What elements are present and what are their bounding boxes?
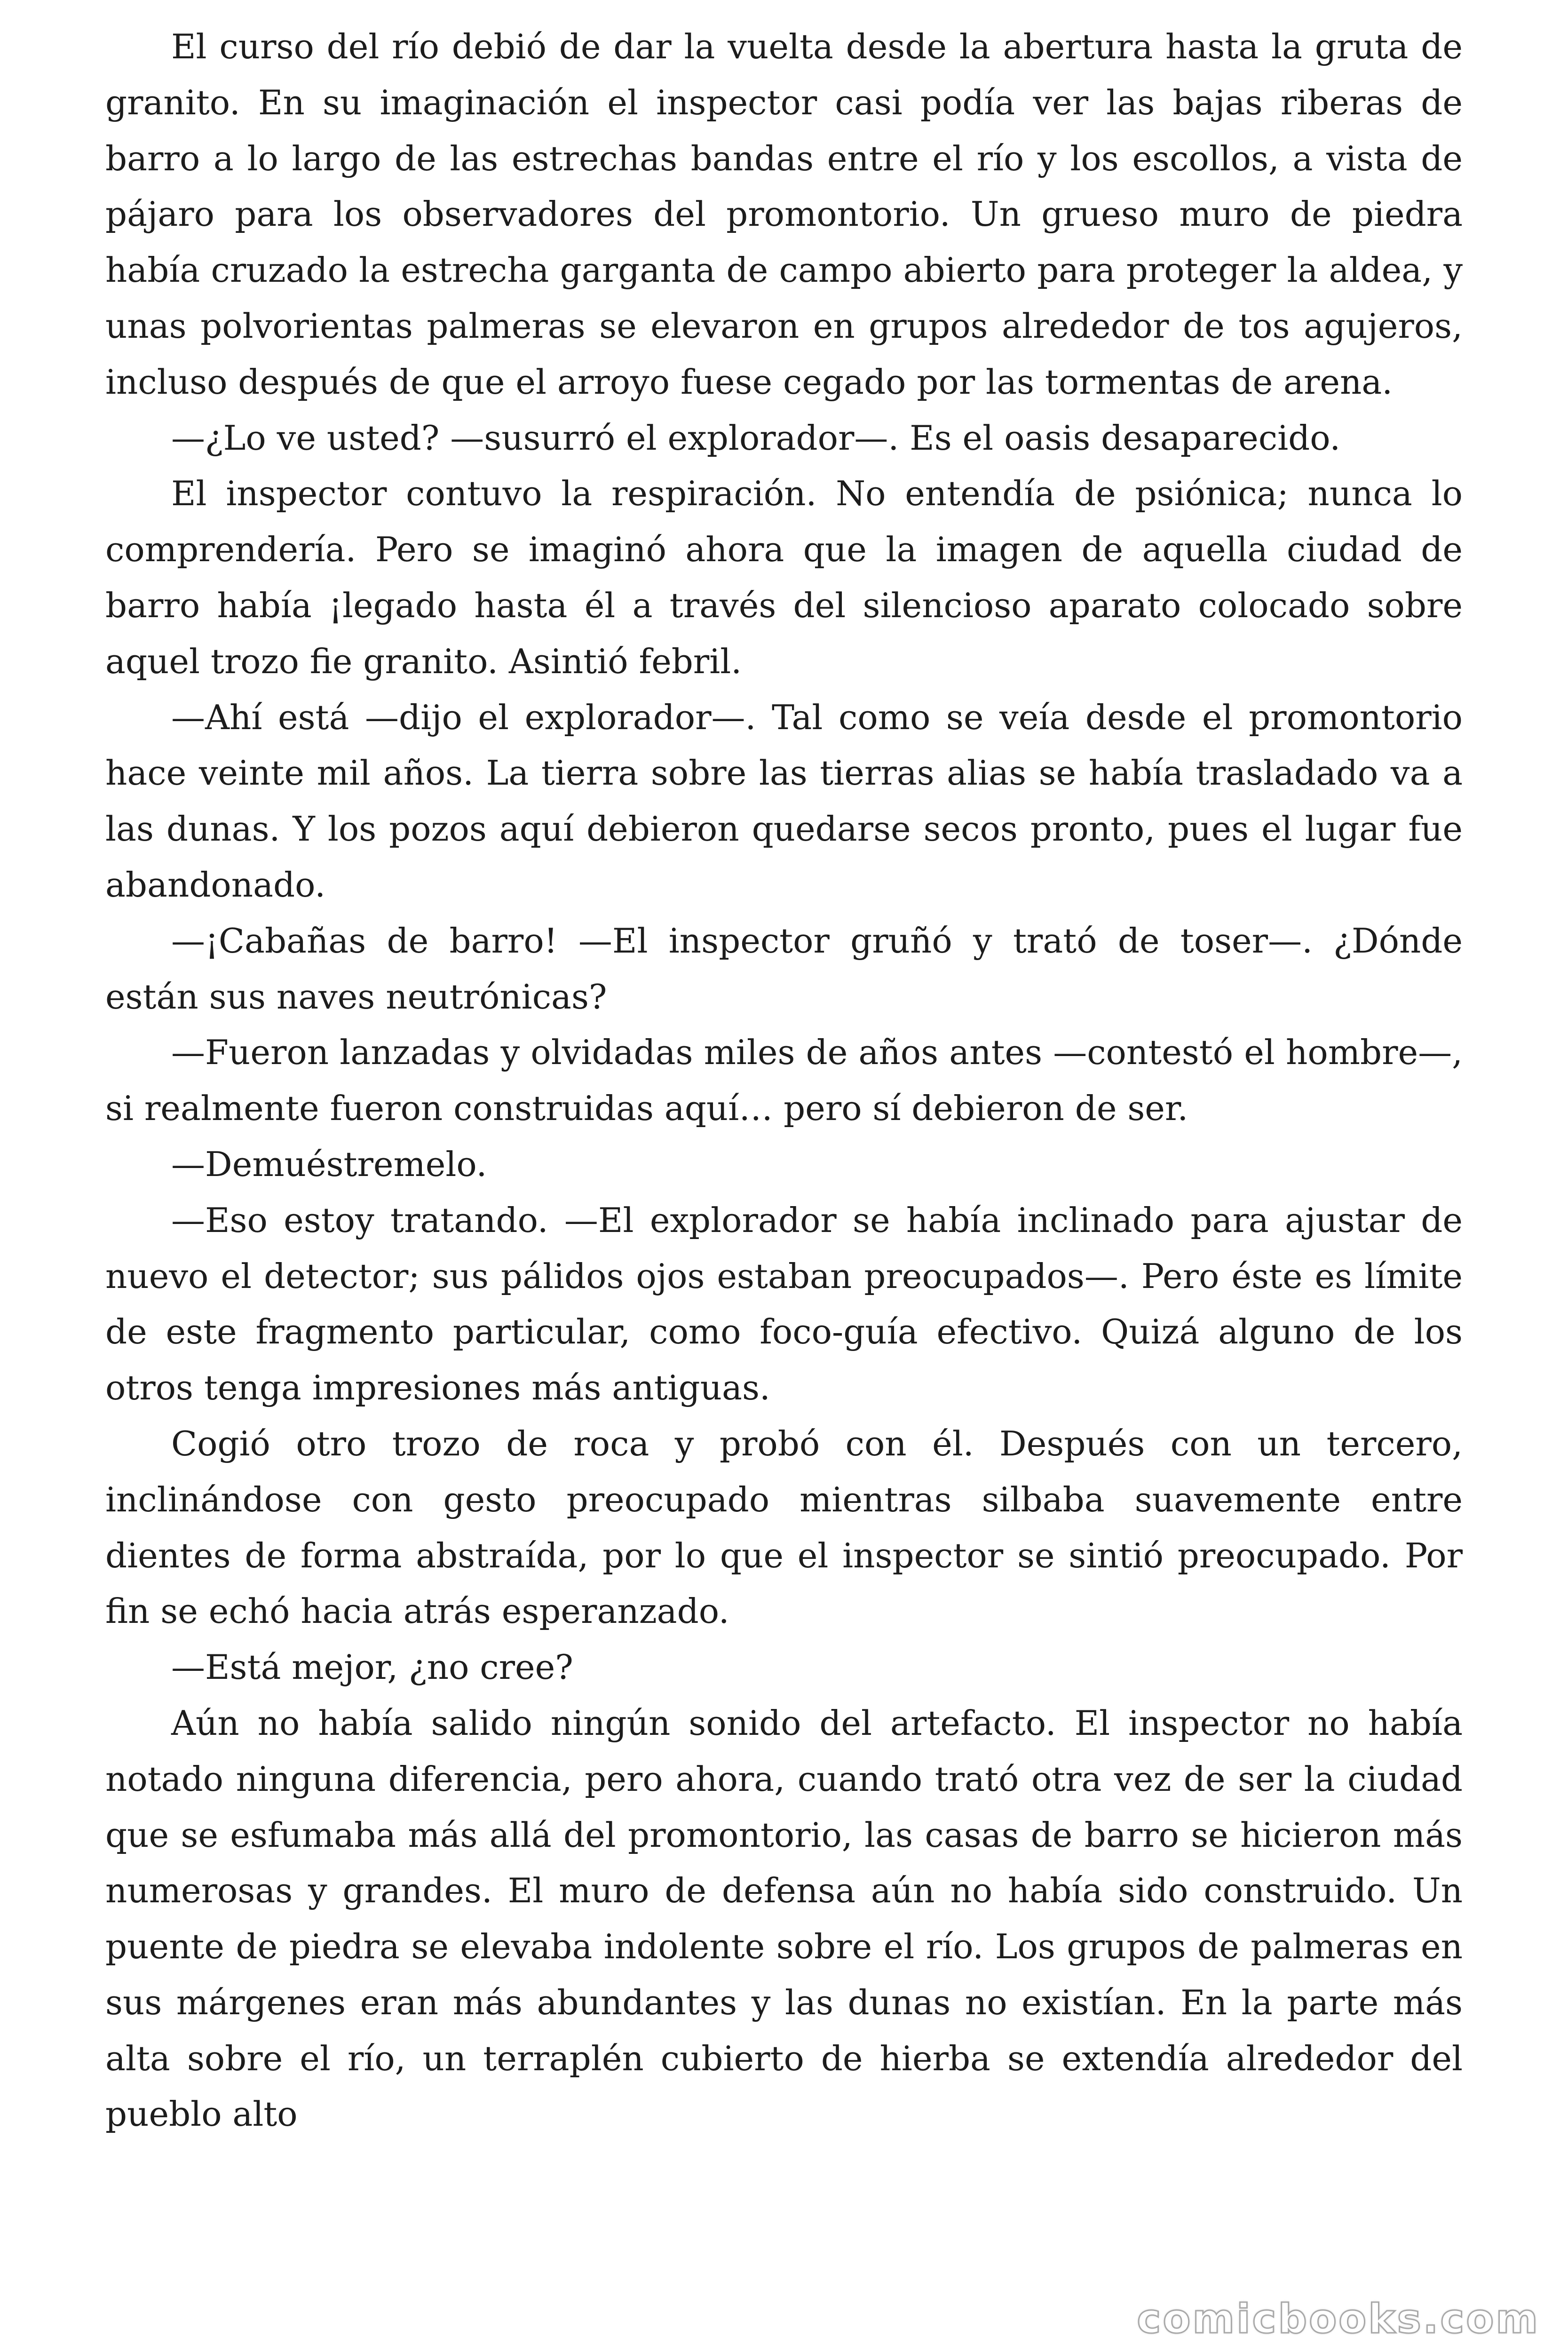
paragraph-11: Aún no había salido ningún sonido del artefacto. El inspector no había notado ninguna diferencia, pero ahora, cuando trató otra vez de ser la ciudad que se esfumaba más allá del promontorio, las casas de barro se hicieron más numerosas y grandes. El muro de defensa aún no había sido construido. Un puente de piedra se elevaba indolente sobre el río. Los grupos de palmeras en sus márgenes eran más abundantes y las dunas no existían. En la parte más alta sobre el río, un terraplén cubierto de hierba se extendía alrededor del pueblo alto (105, 1703, 1463, 2134)
paragraph-4: —Ahí está —dijo el explorador—. Tal como se veía desde el promontorio hace veinte mil años. La tierra sobre las tierras alias se había trasladado va a las dunas. Y los pozos aquí debieron quedarse secos pronto, pues el lugar fue abandonado. (105, 697, 1463, 905)
paragraph-6: —Fueron lanzadas y olvidadas miles de años antes —contestó el hombre—, si realmente fueron construidas aquí… pero sí debieron de ser. (105, 1033, 1463, 1128)
paragraph-8: —Eso estoy tratando. —El explorador se había inclinado para ajustar de nuevo el detector; sus pálidos ojos estaban preocupados—. Pero éste es límite de este fragmento particular, como foco-guía efectivo. Quizá alguno de los otros tenga impresiones más antiguas. (105, 1200, 1463, 1408)
paragraph-5: —¡Cabañas de barro! —El inspector gruñó y trató de toser—. ¿Dónde están sus naves neutrónicas? (105, 921, 1463, 1017)
watermark: comicbooks.com (1137, 2296, 1540, 2343)
paragraph-9: Cogió otro trozo de roca y probó con él. Después con un tercero, inclinándose con gesto preocupado mientras silbaba suavemente entre dientes de forma abstraída, por lo que el inspector se sintió preocupado. Por fin se echó hacia atrás esperanzado. (105, 1423, 1463, 1631)
paragraph-10: —Está mejor, ¿no cree? (171, 1647, 573, 1687)
paragraph-1: El curso del río debió de dar la vuelta desde la abertura hasta la gruta de granito. En su imaginación el inspector casi podía ver las bajas riberas de barro a lo largo de las estrechas bandas entre el río y los escollos, a vista de pájaro para los observadores del promontorio. Un grueso muro de piedra había cruzado la estrecha garganta de campo abierto para proteger la aldea, y unas polvorientas palmeras se elevaron en grupos alrededor de tos agujeros, incluso después de que el arroyo fuese cegado por las tormentas de arena. (105, 27, 1463, 402)
paragraph-2: —¿Lo ve usted? —susurró el explorador—. Es el oasis desaparecido. (171, 418, 1341, 458)
book-page (105, 19, 1463, 2343)
paragraph-7: —Demuéstremelo. (171, 1144, 487, 1184)
paragraph-3: El inspector contuvo la respiración. No entendía de psiónica; nunca lo comprendería. Pero se imaginó ahora que la imagen de aquella ciudad de barro había ¡legado hasta él a través del silencioso aparato colocado sobre aquel trozo fie granito. Asintió febril. (105, 474, 1463, 681)
